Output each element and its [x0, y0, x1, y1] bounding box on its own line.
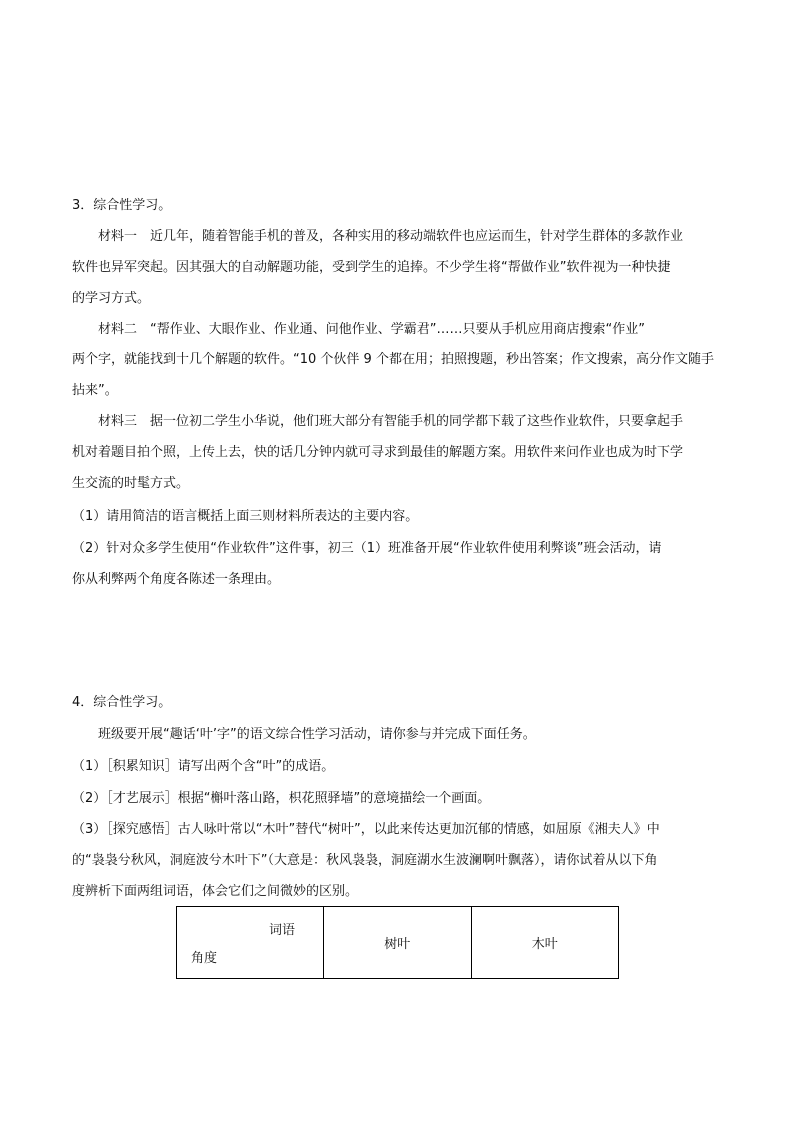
- material-3-line-3: 生交流的时髦方式。: [72, 476, 190, 491]
- material-1-line-3: 的学习方式。: [72, 291, 151, 306]
- material-3-line-1: 材料三 据一位初二学生小华说，他们班大部分有智能手机的同学都下载了这些作业软件，只要拿起手: [98, 414, 684, 429]
- material-2-line-1: 材料二 “帮作业、大眼作业、作业通、问他作业、学霸君”……只要从手机应用商店搜索“作业”: [98, 322, 645, 337]
- q3-heading: 3．综合性学习。: [72, 198, 172, 213]
- table-corner-cell: [177, 907, 324, 979]
- table-header-shuye: 树叶: [324, 907, 472, 979]
- q4-intro: 班级要开展“趣话‘叶’字”的语文综合性学习活动，请你参与并完成下面任务。: [98, 727, 536, 742]
- q4-task-3-line-1: （3）［探究感悟］古人咏叶常以“木叶”替代“树叶”，以此来传达更加沉郁的情感，如屈原《湘夫人》中: [72, 822, 660, 837]
- table-header-muye: 木叶: [471, 907, 619, 979]
- q4-task-3-line-2: 的“袅袅兮秋风，洞庭波兮木叶下”（大意是：秋风袅袅，洞庭湖水生波澜啊叶飘落），请你试着从以下角: [72, 853, 658, 868]
- material-2-line-2: 两个字，就能找到十几个解题的软件。“10 个伙伴 9 个都在用；拍照搜题，秒出答案；作文搜索，高分作文随手: [72, 352, 714, 367]
- table-corner-bottom-label: 角度: [191, 951, 218, 966]
- table-row: [177, 907, 619, 979]
- table-corner-top-label: 词语: [268, 923, 295, 938]
- q4-task-1: （1）［积累知识］请写出两个含“叶”的成语。: [72, 759, 335, 774]
- material-1-line-2: 软件也异军突起。因其强大的自动解题功能，受到学生的追捧。不少学生将“帮做作业”软件视为一种快捷: [72, 260, 671, 275]
- material-2-line-3: 拈来”。: [72, 383, 118, 398]
- q3-subquestion-2-line-1: （2）针对众多学生使用“作业软件”这件事，初三（1）班准备开展“作业软件使用利弊谈”班会活动，请: [72, 541, 662, 556]
- material-3-line-2: 机对着题目拍个照，上传上去，快的话几分钟内就可寻求到最佳的解题方案。用软件来问作业也成为时下学: [72, 445, 684, 460]
- material-1-line-1: 材料一 近几年，随着智能手机的普及，各种实用的移动端软件也应运而生，针对学生群体的多款作业: [98, 229, 684, 244]
- q4-heading: 4．综合性学习。: [72, 695, 172, 710]
- q3-subquestion-2-line-2: 你从利弊两个角度各陈述一条理由。: [72, 572, 281, 587]
- q3-subquestion-1: （1）请用简洁的语言概括上面三则材料所表达的主要内容。: [72, 509, 419, 524]
- q4-task-3-line-3: 度辨析下面两组词语，体会它们之间微妙的区别。: [72, 884, 359, 899]
- comparison-table: [176, 906, 619, 979]
- q4-task-2: （2）［才艺展示］根据“槲叶落山路，枳花照驿墙”的意境描绘一个画面。: [72, 791, 491, 806]
